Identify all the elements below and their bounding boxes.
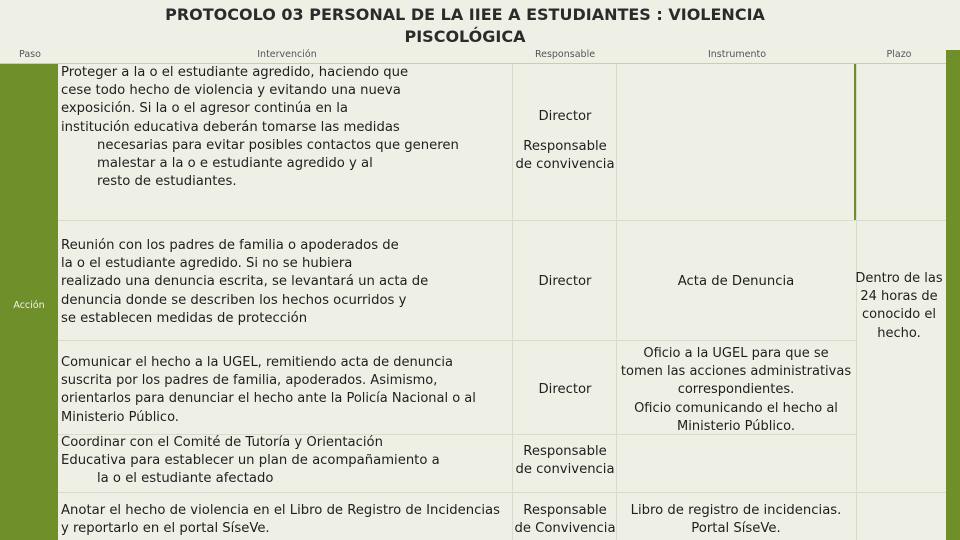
text-line: Ministerio Público. [677, 418, 795, 434]
header-responsable: Responsable [534, 49, 596, 60]
header-paso: Paso [19, 49, 41, 60]
text-line: Proteger a la o el estudiante agredido, haciendo que [61, 65, 409, 80]
text-line: correspondientes. [677, 382, 795, 398]
row5-instrumento [618, 502, 854, 538]
row-divider [58, 220, 946, 221]
row3-responsable [514, 381, 616, 399]
text-line: Portal SíseVe. [691, 521, 781, 537]
text-line: necesarias para evitar posibles contactos que generen [97, 137, 459, 153]
paso-label: Acción [13, 300, 45, 311]
text-line: denuncia donde se describen los hechos ocurridos y [61, 292, 407, 308]
header-intervencion: Intervención [257, 49, 317, 60]
text-line: realizado una denuncia escrita, se levantará un acta de [61, 274, 429, 290]
text-line: Director [538, 274, 592, 289]
row-divider [58, 492, 946, 493]
text-line: Director [538, 109, 592, 124]
row4-responsable [514, 443, 616, 479]
text-line: Director [538, 382, 592, 397]
page-title: PROTOCOLO 03 PERSONAL DE LA IIEE A ESTUDIANTES : VIOLENCIA PISCOLÓGICA [165, 5, 765, 46]
text-line: conocido el [861, 307, 936, 323]
text-line: hecho. [877, 325, 921, 341]
row3-intervencion [61, 354, 508, 427]
text-line: Dentro de las [855, 271, 943, 286]
row1-intervencion [61, 64, 508, 191]
row1-responsable [514, 108, 616, 175]
row2-instrumento [618, 273, 854, 291]
text-line: cese todo hecho de violencia y evitando una nueva [61, 83, 401, 99]
text-line: tomen las acciones administrativas [620, 364, 852, 380]
text-line: de Convivencia [514, 521, 616, 537]
text-line: la o el estudiante agredido. Si no se hubiera [61, 256, 353, 272]
text-line: de convivencia [515, 157, 615, 173]
text-line: Ministerio Público. [61, 409, 179, 425]
row2-intervencion [61, 237, 508, 328]
plazo-cell [850, 270, 948, 343]
text-line: 24 horas de [860, 289, 938, 305]
text-line: resto de estudiantes. [97, 174, 237, 190]
text-line: orientarlos para denunciar el hecho ante la Policía Nacional o al [61, 391, 476, 407]
text-line: exposición. Si la o el agresor continúa en la [61, 101, 348, 117]
row3-instrumento [614, 345, 858, 436]
text-line [514, 126, 616, 138]
text-line: Responsable [523, 503, 607, 518]
text-line: Comunicar el hecho a la UGEL, remitiendo acta de denuncia [61, 355, 453, 370]
text-line: de convivencia [515, 462, 615, 478]
text-line: Responsable [523, 139, 607, 155]
col-divider-2 [616, 64, 617, 540]
text-line: malestar a la o e estudiante agredido y al [97, 156, 373, 172]
text-line: Oficio comunicando el hecho al [634, 400, 838, 416]
text-line: Responsable [523, 444, 607, 459]
text-line: Acta de Denuncia [677, 274, 795, 289]
row2-responsable [514, 273, 616, 291]
text-line: Educativa para establecer un plan de acompañamiento a [61, 453, 440, 469]
text-line: Coordinar con el Comité de Tutoría y Orientación [61, 435, 383, 450]
text-line: Anotar el hecho de violencia en el Libro de Registro de Incidencias [61, 503, 500, 518]
text-line: se establecen medidas de protección [61, 310, 308, 326]
row5-intervencion [61, 502, 513, 538]
row-divider [58, 340, 856, 341]
header-instrumento: Instrumento [707, 49, 767, 60]
row5-responsable [514, 502, 616, 538]
row4-intervencion [61, 434, 508, 489]
text-line: suscrita por los padres de familia, apoderados. Asimismo, [61, 373, 438, 389]
text-line: y reportarlo en el portal SíseVe. [61, 521, 270, 537]
text-line: Libro de registro de incidencias. [630, 503, 842, 518]
text-line: institución educativa deberán tomarse las medidas [61, 119, 400, 135]
header-plazo: Plazo [886, 49, 912, 60]
col-divider-1 [512, 64, 513, 540]
text-line: la o el estudiante afectado [97, 471, 274, 487]
text-line: Oficio a la UGEL para que se [643, 346, 829, 361]
right-accent-bar [946, 50, 960, 540]
text-line: Reunión con los padres de familia o apoderados de [61, 238, 399, 253]
